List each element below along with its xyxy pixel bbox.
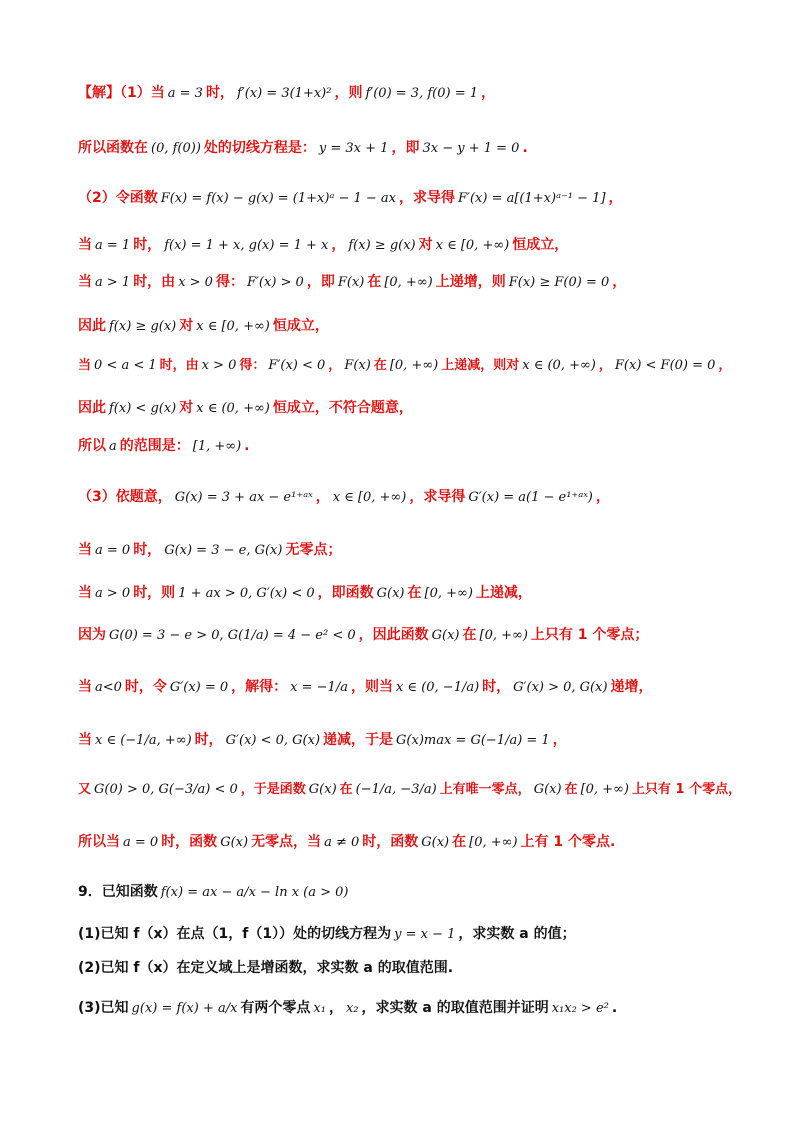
solution-line-17: 所以当 a = 0 时，函数 G(x) 无零点，当 a ≠ 0 时，函数 G(x) 在 [0, +∞) 上有 1 个零点.	[78, 834, 616, 850]
problem-q2: (2)已知 f（x）在定义域上是增函数，求实数 a 的取值范围.	[78, 960, 454, 976]
solution-line-15: 当 x ∈ (−1/a, +∞) 时， G′(x) < 0, G(x) 递减，于是 G(x)max = G(−1/a) = 1 ，	[78, 732, 567, 748]
solution-line-6: 因此 f(x) ≥ g(x) 对 x ∈ [0, +∞) 恒成立，	[78, 318, 329, 334]
solution-line-9: 所以 a 的范围是： [1, +∞) .	[78, 438, 250, 454]
solution-line-16: 又 G(0) > 0, G(−3/a) < 0 ，于是函数 G(x) 在 (−1/a, −3/a) 上有唯一零点， G(x) 在 [0, +∞) 上只有 1 个零点，	[78, 782, 742, 797]
solution-line-11: 当 a = 0 时， G(x) = 3 − e, G(x) 无零点；	[78, 542, 342, 558]
solution-line-1: 【解】（1）当 a = 3 时， f′(x) = 3(1+x)² ，则 f′(0) = 3, f(0) = 1 ，	[78, 85, 495, 101]
solution-line-2: 所以函数在 (0, f(0)) 处的切线方程是： y = 3x + 1 ，即 3x − y + 1 = 0 .	[78, 140, 528, 156]
solution-line-14: 当 a<0 时，令 G′(x) = 0 ，解得： x = −1/a ，则当 x ∈ (0, −1/a) 时， G′(x) > 0, G(x) 递增，	[78, 679, 653, 695]
solution-line-13: 因为 G(0) = 3 − e > 0, G(1/a) = 4 − e² < 0 ，因此函数 G(x) 在 [0, +∞) 上只有 1 个零点；	[78, 627, 649, 643]
solution-line-12: 当 a > 0 时，则 1 + ax > 0, G′(x) < 0 ，即函数 G(x) 在 [0, +∞) 上递减，	[78, 585, 532, 601]
problem-q3: (3)已知 g(x) = f(x) + a/x 有两个零点 x₁ ， x₂ ，求实数 a 的取值范围并证明 x₁x₂ > e² .	[78, 1000, 618, 1016]
solution-line-7: 当 0 < a < 1 时，由 x > 0 得： F′(x) < 0 ， F(x) 在 [0, +∞) 上递减，则对 x ∈ (0, +∞) ， F(x) < F(0) = 0 ，	[78, 358, 732, 373]
problem-title: 9．已知函数 f(x) = ax − a/x − ln x (a > 0)	[78, 884, 349, 900]
solution-line-4: 当 a = 1 时， f(x) = 1 + x, g(x) = 1 + x ， f(x) ≥ g(x) 对 x ∈ [0, +∞) 恒成立，	[78, 237, 569, 253]
solution-line-8: 因此 f(x) < g(x) 对 x ∈ (0, +∞) 恒成立，不符合题意，	[78, 400, 413, 416]
solution-line-3: （2）令函数 F(x) = f(x) − g(x) = (1+x)ᵃ − 1 − ax ，求导得 F′(x) = a[(1+x)ᵃ⁻¹ − 1] ，	[78, 190, 623, 206]
problem-q1: (1)已知 f（x）在点（1，f（1））处的切线方程为 y = x − 1 ，求实数 a 的值；	[78, 926, 576, 942]
solution-line-5: 当 a > 1 时，由 x > 0 得： F′(x) > 0 ，即 F(x) 在 [0, +∞) 上递增，则 F(x) ≥ F(0) = 0 ，	[78, 274, 627, 290]
solution-line-10: （3）依题意， G(x) = 3 + ax − e¹⁺ᵃˣ ， x ∈ [0, +∞) ，求导得 G′(x) = a(1 − e¹⁺ᵃˣ) ，	[78, 489, 610, 505]
